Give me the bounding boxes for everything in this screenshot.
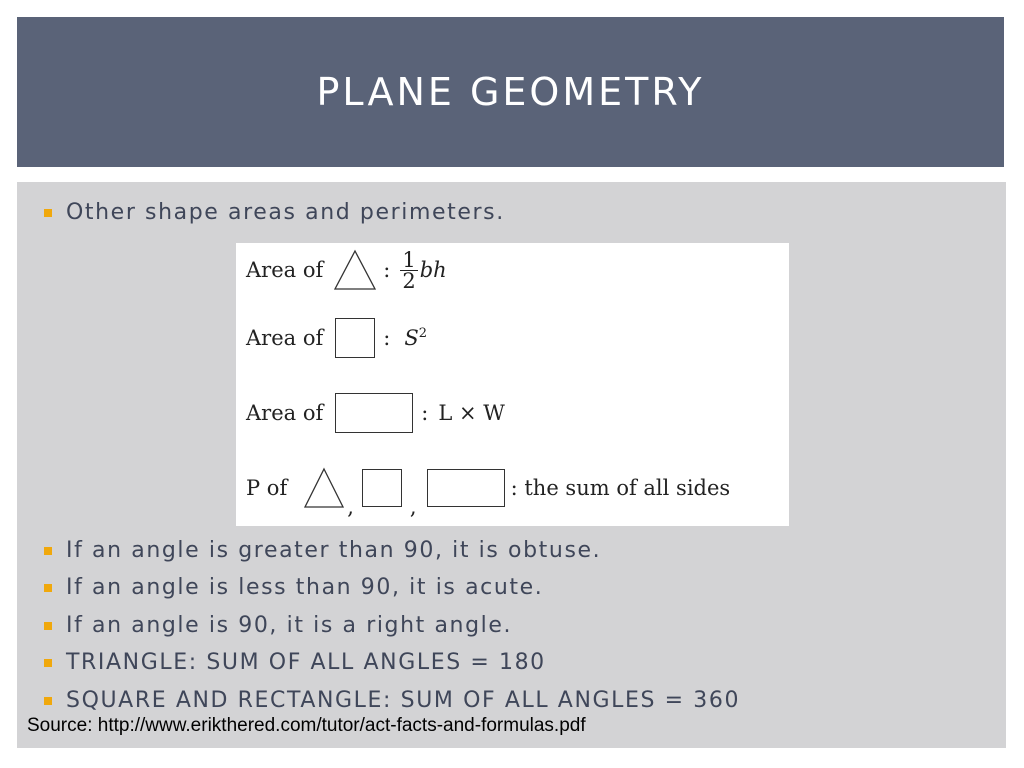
formula-variables: bh <box>419 258 447 282</box>
formula-row-rectangle-area <box>246 393 505 433</box>
formula-comma: , <box>347 495 354 519</box>
bullet-text: If an angle is less than 90, it is acute. <box>66 575 544 600</box>
bullet-marker-icon <box>44 584 52 592</box>
bullet-item <box>44 650 546 675</box>
square-icon <box>362 469 402 507</box>
formula-colon: : <box>383 258 391 282</box>
rectangle-icon <box>335 393 413 433</box>
bullet-marker-icon <box>44 622 52 630</box>
formula-label: P of <box>246 476 288 500</box>
bullet-item <box>44 688 740 713</box>
bullet-item <box>44 200 505 225</box>
formula-expression: L × W <box>438 401 505 425</box>
bullet-text: If an angle is 90, it is a right angle. <box>66 613 513 638</box>
rectangle-icon <box>427 469 505 507</box>
formula-variable: S <box>404 326 419 350</box>
triangle-icon <box>301 465 347 511</box>
fraction-denominator: 2 <box>402 268 416 293</box>
formula-row-perimeter <box>246 465 731 519</box>
bullet-marker-icon <box>44 697 52 705</box>
formula-row-triangle-area <box>246 247 447 293</box>
bullet-item <box>44 575 543 600</box>
triangle-icon <box>331 247 379 293</box>
formula-comma: , <box>409 495 417 519</box>
formula-colon: : <box>421 401 429 425</box>
formula-exponent: 2 <box>418 326 427 341</box>
source-citation: Source: http://www.erikthered.com/tutor/act-facts-and-formulas.pdf <box>27 715 586 736</box>
bullet-marker-icon <box>44 209 52 217</box>
formula-colon: : <box>383 326 391 350</box>
formula-label: Area of <box>246 258 324 282</box>
formula-label: Area of <box>246 326 324 350</box>
formula-expression <box>404 326 427 350</box>
bullet-item <box>44 538 601 563</box>
bullet-text: If an angle is greater than 90, it is obtuse. <box>66 538 602 563</box>
bullet-marker-icon <box>44 659 52 667</box>
bullet-text: TRIANGLE: SUM OF ALL ANGLES = 180 <box>66 650 546 675</box>
formula-perimeter-text: : the sum of all sides <box>510 476 731 500</box>
square-icon <box>335 318 375 358</box>
fraction-numerator: 1 <box>402 247 416 272</box>
fraction <box>400 247 417 293</box>
bullet-text: Other shape areas and perimeters. <box>66 200 505 225</box>
formula-row-square-area <box>246 318 427 358</box>
formula-image <box>236 243 789 526</box>
bullet-marker-icon <box>44 547 52 555</box>
formula-label: Area of <box>246 401 324 425</box>
slide-title: PLANE GEOMETRY <box>316 70 705 114</box>
bullet-text: SQUARE AND RECTANGLE: SUM OF ALL ANGLES = 360 <box>66 688 741 713</box>
bullet-item <box>44 613 512 638</box>
title-bar <box>17 17 1004 167</box>
